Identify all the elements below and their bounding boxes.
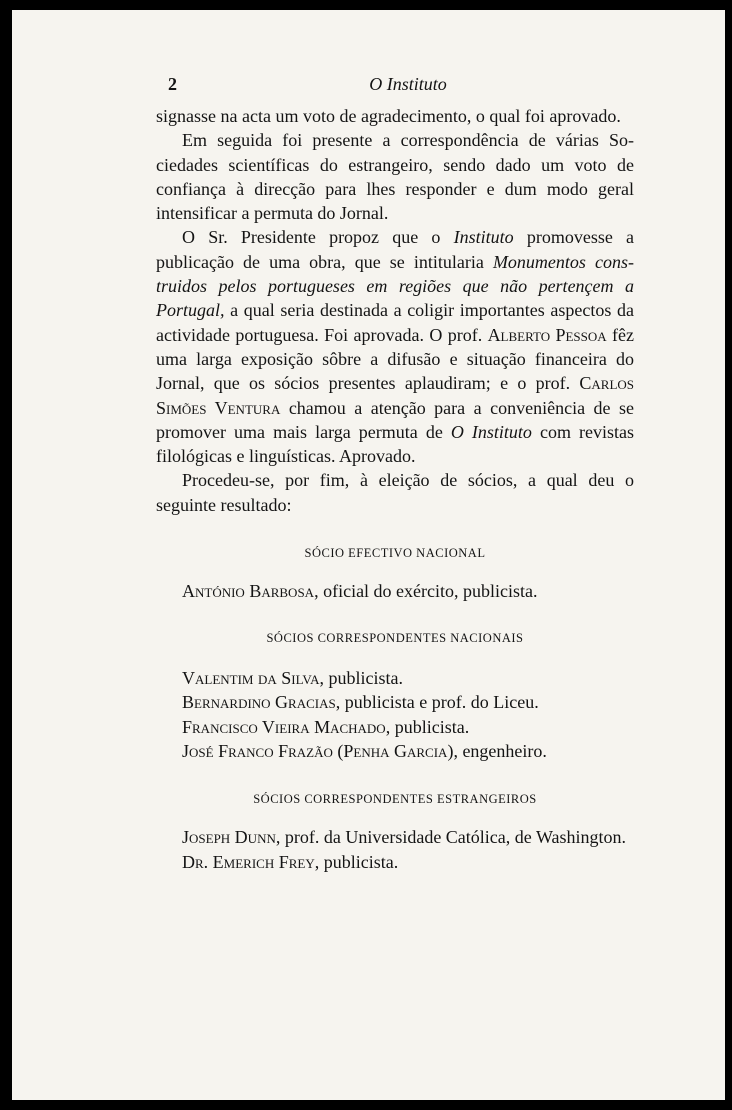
p3-text-f: com revistas filológicas e linguísticas. Aprovado. bbox=[156, 421, 634, 467]
member-francisco-vieira-machado bbox=[156, 715, 634, 739]
member-name: Valentim da Silva bbox=[182, 667, 320, 688]
page-number: 2 bbox=[168, 74, 177, 94]
member-joseph-dunn bbox=[156, 825, 634, 849]
member-antonio-barbosa bbox=[156, 579, 634, 603]
page-header bbox=[168, 74, 648, 102]
p3-journal-title: O Instituto bbox=[450, 421, 532, 442]
page-body bbox=[156, 104, 634, 874]
member-desc: , publicista. bbox=[314, 851, 399, 872]
paragraph-4: Procedeu-se, por fim, à eleição de sócios, a qual deu o seguinte resultado: bbox=[156, 470, 634, 515]
p3-text-d: fêz uma larga exposição sôbre a difusão e situação financeira do Jornal, que os sócios presentes aplaudiram; e o prof. bbox=[156, 324, 634, 394]
member-valentim-da-silva bbox=[156, 666, 634, 690]
member-bernardino-gracias bbox=[156, 690, 634, 714]
running-title: O Instituto bbox=[369, 74, 447, 94]
paragraph-2: Em seguida foi presente a correspondência de várias Sociedades scientíficas do estrangeiro, sendo dado um voto de confiança à direcção para lhes responder e dum modo geral intensificar a permuta do Jornal. bbox=[156, 130, 634, 224]
section-heading-estrangeiros: SÓCIOS CORRESPONDENTES ESTRANGEIROS bbox=[253, 792, 537, 807]
paragraph-3 bbox=[156, 225, 634, 468]
member-name: António Barbosa bbox=[182, 581, 315, 602]
p3-name-carlos-simoes-ventura: Carlos Simões Ventura bbox=[156, 373, 634, 418]
member-name: Joseph Dunn bbox=[182, 827, 276, 848]
section-heading-nacionais: SÓCIOS CORRESPONDENTES NACIONAIS bbox=[266, 630, 524, 645]
p3-text-e: chamou a atenção para a conveniência de se promover uma mais larga permuta de bbox=[156, 397, 634, 442]
member-emerich-frey bbox=[156, 850, 634, 874]
member-name: José Franco Frazão bbox=[182, 740, 333, 761]
member-desc: , engenheiro. bbox=[453, 740, 547, 761]
p3-text-a: O Sr. Presidente propoz que o bbox=[182, 227, 454, 248]
member-jose-franco-frazao: José Franco Frazão (Penha Garcia), engenheiro. bbox=[182, 740, 547, 761]
member-name: Dr. Emerich Frey bbox=[182, 851, 315, 872]
section-heading-efectivo: SÓCIO EFECTIVO NACIONAL bbox=[304, 546, 486, 561]
member-desc: , publicista. bbox=[385, 716, 470, 737]
member-desc: , oficial do exército, publicista. bbox=[314, 581, 538, 602]
member-name: Francisco Vieira Machado bbox=[182, 716, 386, 737]
p3-text-b: promovesse a publicação de uma obra, que se intitularia bbox=[156, 227, 634, 272]
paragraph-1: signasse na acta um voto de agradecimento, o qual foi aprovado. bbox=[156, 106, 621, 126]
member-desc: , publicista. bbox=[319, 667, 403, 688]
member-title: Penha Garcia bbox=[343, 740, 448, 761]
p3-text-c: a qual seria destinada a coligir importantes aspectos da actividade portuguesa. Foi aprovada. O prof. bbox=[156, 300, 634, 345]
p3-work-title: Monumentos construidos pelos portugueses em regiões que não pertençem a Portugal, bbox=[156, 251, 634, 321]
p3-name-alberto-pessoa: Alberto Pessoa bbox=[487, 324, 607, 345]
member-desc: , prof. da Universidade Católica, de Washington. bbox=[275, 827, 626, 848]
member-desc: , publicista e prof. do Liceu. bbox=[335, 692, 539, 713]
p3-instituto: Instituto bbox=[453, 227, 514, 248]
member-name: Bernardino Gracias bbox=[182, 692, 336, 713]
